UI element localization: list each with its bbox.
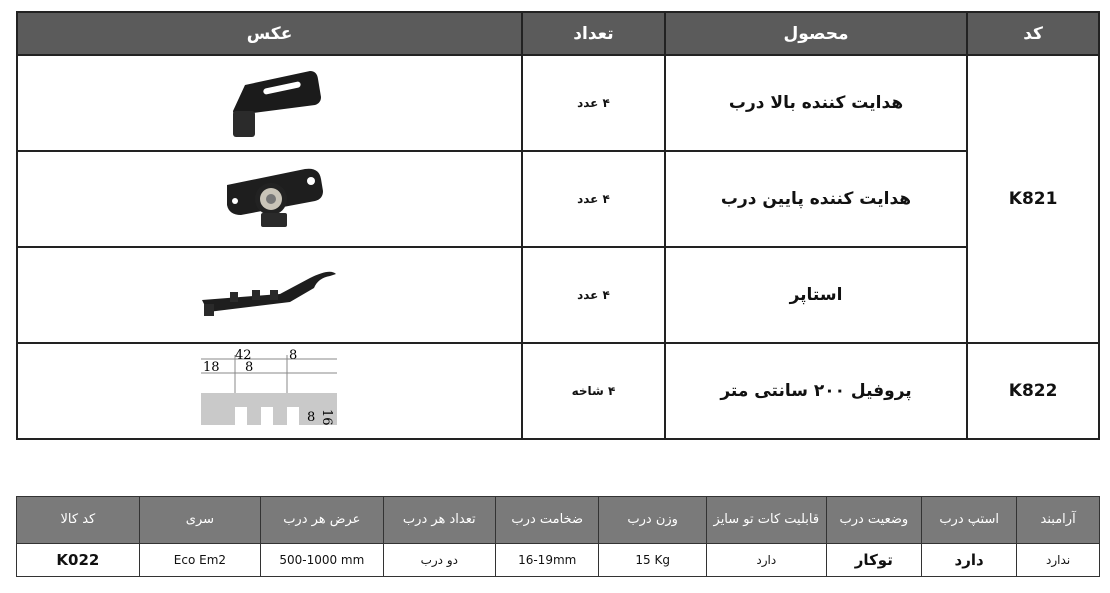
header-count: تعداد bbox=[522, 12, 665, 55]
components-table bbox=[16, 11, 1100, 440]
photo-cell bbox=[17, 247, 522, 343]
spec-header: ضخامت درب bbox=[496, 497, 599, 544]
spec-header: عرض هر درب bbox=[261, 497, 383, 544]
header-photo: عکس bbox=[17, 12, 522, 55]
spec-header: استپ درب bbox=[922, 497, 1017, 544]
spec-header: تعداد هر درب bbox=[383, 497, 496, 544]
product-cell: هدایت کننده پایین درب bbox=[665, 151, 967, 247]
count-cell: ۴ عدد bbox=[522, 151, 665, 247]
product-cell: پروفیل ۲۰۰ سانتی متر bbox=[665, 343, 967, 439]
spec-value: توکار bbox=[826, 544, 921, 577]
spec-header: وزن درب bbox=[599, 497, 707, 544]
spec-value: Eco Em2 bbox=[139, 544, 260, 577]
count-cell: ۴ عدد bbox=[522, 55, 665, 151]
spec-header-row bbox=[17, 497, 1100, 544]
spec-value-row bbox=[17, 544, 1100, 577]
spec-value: 15 Kg bbox=[599, 544, 707, 577]
count-cell: ۴ شاخه bbox=[522, 343, 665, 439]
header-product: محصول bbox=[665, 12, 967, 55]
dim-label: 42 bbox=[234, 349, 252, 363]
dim-label: 8 bbox=[244, 360, 253, 375]
product-cell: استاپر bbox=[665, 247, 967, 343]
dim-label: 16 bbox=[318, 409, 334, 426]
spec-header: وضعیت درب bbox=[826, 497, 921, 544]
spec-header: کد کالا bbox=[17, 497, 140, 544]
spec-header: سری bbox=[139, 497, 260, 544]
spec-table bbox=[16, 496, 1100, 577]
code-cell: K822 bbox=[967, 343, 1099, 439]
spec-value: دو درب bbox=[383, 544, 496, 577]
dim-label: 8 bbox=[288, 349, 297, 363]
spec-value: 500-1000 mm bbox=[261, 544, 383, 577]
spec-value: دارد bbox=[922, 544, 1017, 577]
photo-cell bbox=[17, 151, 522, 247]
photo-cell bbox=[17, 55, 522, 151]
bottom-guide-image bbox=[205, 159, 335, 239]
table-row bbox=[17, 343, 1099, 439]
spec-value: دارد bbox=[707, 544, 827, 577]
photo-cell bbox=[17, 343, 522, 439]
code-cell: K821 bbox=[967, 55, 1099, 343]
table-row bbox=[17, 55, 1099, 151]
count-cell: ۴ عدد bbox=[522, 247, 665, 343]
top-guide-image bbox=[205, 63, 335, 143]
profile-drawing bbox=[195, 349, 345, 433]
spec-value: K022 bbox=[17, 544, 140, 577]
spec-value: 16-19mm bbox=[496, 544, 599, 577]
header-code: کد bbox=[967, 12, 1099, 55]
header-row bbox=[17, 12, 1099, 55]
dim-label: 18 bbox=[202, 360, 220, 375]
table-row bbox=[17, 247, 1099, 343]
dim-label: 8 bbox=[306, 410, 315, 425]
spec-header: آرامبند bbox=[1017, 497, 1100, 544]
table-row bbox=[17, 151, 1099, 247]
spec-value: ندارد bbox=[1017, 544, 1100, 577]
product-cell: هدایت کننده بالا درب bbox=[665, 55, 967, 151]
spec-header: قابلیت کات تو سایز bbox=[707, 497, 827, 544]
stopper-image bbox=[190, 260, 350, 330]
